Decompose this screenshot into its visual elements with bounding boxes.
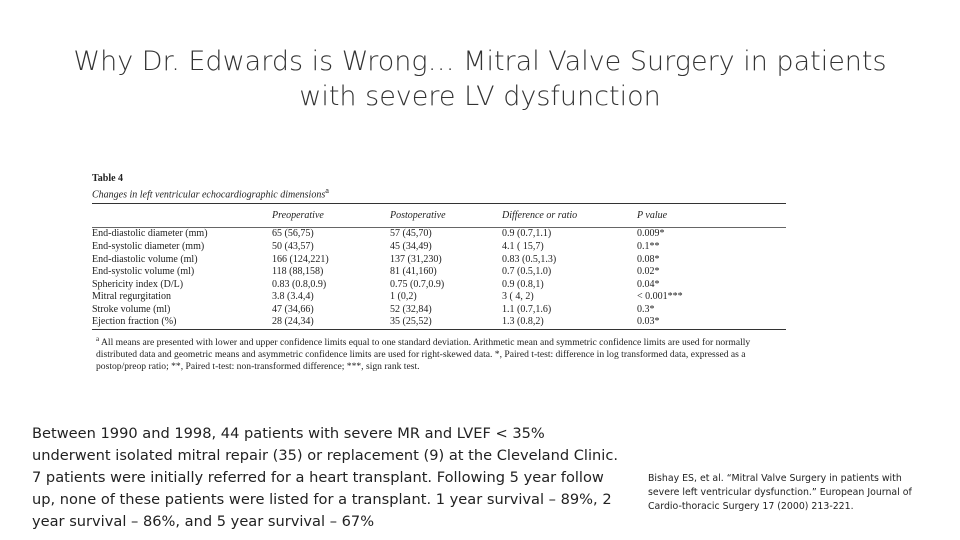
table-cell: 0.08* (637, 253, 660, 265)
table-figure (92, 173, 786, 373)
table-cell: 4.1 ( 15,7) (502, 240, 544, 252)
header-cell (92, 204, 272, 227)
table-bottom-rule (92, 329, 786, 330)
table-row (92, 254, 786, 267)
table-cell: 52 (32,84) (390, 303, 432, 315)
table-cell: 1 (0,2) (390, 291, 417, 303)
citation: Bishay ES, et al. “Mitral Valve Surgery in patients with severe left ventricular dysfunction.” European Journal of Cardio-thoracic Surgery 17 (2000) 213-221. (648, 473, 912, 512)
table-cell: 0.03* (637, 316, 660, 328)
table-cell: 35 (25,52) (390, 316, 432, 328)
table-cell: 0.7 (0.5,1.0) (502, 266, 552, 278)
table-cell: 137 (31,230) (390, 253, 442, 265)
table-cell: Ejection fraction (%) (92, 316, 177, 328)
table-cell: 0.75 (0.7,0.9) (390, 278, 445, 290)
table-number: Table 4 (92, 173, 124, 184)
table-row (92, 291, 786, 304)
table-header-row (92, 204, 786, 227)
table-cell: Sphericity index (D/L) (92, 278, 184, 290)
table-cell: 166 (124,221) (272, 253, 329, 265)
table-cell: End-systolic diameter (mm) (92, 240, 205, 252)
table-row (92, 228, 786, 241)
table-cell: 28 (24,34) (272, 316, 314, 328)
table-cell: 0.3* (637, 303, 655, 315)
table-cell: 0.9 (0.7,1.1) (502, 228, 552, 240)
header-cell: Postoperative (390, 209, 446, 221)
table-caption (92, 173, 786, 201)
table-subtitle-line (92, 185, 786, 201)
table-cell: 0.83 (0.5,1.3) (502, 253, 557, 265)
table-cell: Stroke volume (ml) (92, 303, 171, 315)
table-row (92, 266, 786, 279)
header-cell: P value (637, 209, 668, 221)
table-subtitle-mark: a (325, 186, 329, 195)
table-cell: End-diastolic diameter (mm) (92, 228, 208, 240)
table-cell: 1.3 (0.8,2) (502, 316, 544, 328)
table-subtitle: Changes in left ventricular echocardiographic dimensions (92, 189, 326, 201)
table-cell: 45 (34,49) (390, 240, 432, 252)
header-cell: Difference or ratio (502, 209, 578, 221)
table-cell: 1.1 (0.7,1.6) (502, 303, 552, 315)
table-cell: 0.83 (0.8,0.9) (272, 278, 327, 290)
table-cell: 50 (43,57) (272, 240, 314, 252)
table-cell: End-systolic volume (ml) (92, 266, 195, 278)
header-cell: Preoperative (272, 209, 324, 221)
table-cell: End-diastolic volume (ml) (92, 253, 198, 265)
slide-title: Why Dr. Edwards is Wrong… Mitral Valve Surgery in patients with severe LV dysfunction (73, 46, 887, 112)
footnote-text: All means are presented with lower and upper confidence limits equal to one standard deviation. Arithmetic mean and symmetric confidence limits are used for normally distributed data and geometric means and asymmetric confidence limits are used for right-skewed data. *, Paired t-test: difference in log transformed data, expressed as a postop/preop ratio; **, Paired t-test: non-transformed difference; ***, sign rank test. (96, 337, 751, 373)
table-cell: 0.02* (637, 266, 660, 278)
table-row (92, 241, 786, 254)
footnote-mark: a (96, 335, 100, 344)
table-cell: 118 (88,158) (272, 266, 324, 278)
summary-paragraph: Between 1990 and 1998, 44 patients with severe MR and LVEF < 35% underwent isolated mitral repair (35) or replacement (9) at the Cleveland Clinic. 7 patients were initially referred for a heart transplant. Following 5 year follow up, none of these patients were listed for a transplant. 1 year survival – 89%, 2 year survival – 86%, and 5 year survival – 67% (32, 425, 618, 530)
table-cell: 3 ( 4, 2) (502, 291, 534, 303)
table-cell: 0.04* (637, 278, 660, 290)
table-row (92, 316, 786, 329)
table-cell: 0.9 (0.8,1) (502, 278, 544, 290)
table-cell: 3.8 (3.4,4) (272, 291, 314, 303)
table-cell: 0.1** (637, 240, 660, 252)
table-cell: 81 (41,160) (390, 266, 437, 278)
echo-dimensions-table (92, 204, 786, 329)
table-cell: 65 (56,75) (272, 228, 314, 240)
table-row (92, 304, 786, 317)
table-cell: Mitral regurgitation (92, 291, 171, 303)
table-cell: 57 (45,70) (390, 228, 432, 240)
table-footnote (92, 333, 786, 373)
table-cell: 0.009* (637, 228, 665, 240)
table-cell: 47 (34,66) (272, 303, 314, 315)
table-row (92, 279, 786, 292)
table-cell: < 0.001*** (637, 291, 683, 303)
